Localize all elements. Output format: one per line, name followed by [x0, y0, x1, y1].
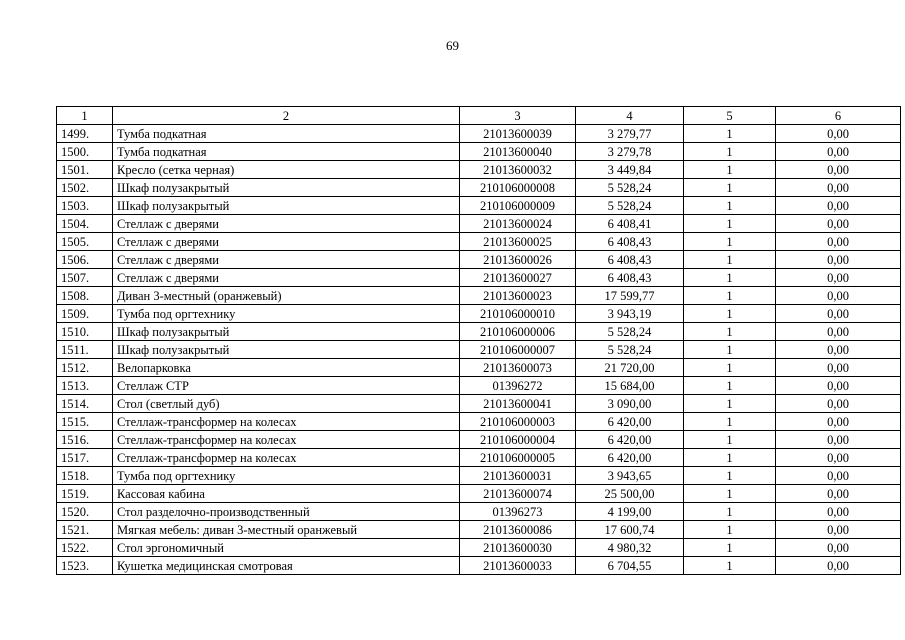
quantity-cell: 1: [684, 449, 776, 467]
residual-value-cell: 0,00: [776, 359, 901, 377]
quantity-cell: 1: [684, 413, 776, 431]
cost-cell: 6 408,41: [576, 215, 684, 233]
quantity-cell: 1: [684, 197, 776, 215]
item-name-cell: Стеллаж СТР: [113, 377, 460, 395]
column-header-3: 3: [460, 107, 576, 125]
item-name-cell: Кассовая кабина: [113, 485, 460, 503]
cost-cell: 3 090,00: [576, 395, 684, 413]
quantity-cell: 1: [684, 359, 776, 377]
column-header-5: 5: [684, 107, 776, 125]
inventory-number-cell: 21013600033: [460, 557, 576, 575]
table-row: [57, 359, 901, 377]
quantity-cell: 1: [684, 539, 776, 557]
inventory-number-cell: 21013600039: [460, 125, 576, 143]
row-number-cell: 1515.: [57, 413, 113, 431]
residual-value-cell: 0,00: [776, 521, 901, 539]
row-number-cell: 1514.: [57, 395, 113, 413]
table-row: [57, 215, 901, 233]
row-number-cell: 1504.: [57, 215, 113, 233]
table-row: [57, 323, 901, 341]
item-name-cell: Стеллаж с дверями: [113, 233, 460, 251]
cost-cell: 3 943,65: [576, 467, 684, 485]
cost-cell: 6 420,00: [576, 413, 684, 431]
table-row: [57, 467, 901, 485]
inventory-number-cell: 21013600073: [460, 359, 576, 377]
inventory-number-cell: 21013600025: [460, 233, 576, 251]
table-body: [57, 125, 901, 575]
cost-cell: 6 408,43: [576, 251, 684, 269]
residual-value-cell: 0,00: [776, 395, 901, 413]
table-row: [57, 539, 901, 557]
inventory-number-cell: 01396273: [460, 503, 576, 521]
table-row: [57, 287, 901, 305]
residual-value-cell: 0,00: [776, 557, 901, 575]
table-header: [57, 107, 901, 125]
item-name-cell: Стеллаж с дверями: [113, 251, 460, 269]
item-name-cell: Стол (светлый дуб): [113, 395, 460, 413]
item-name-cell: Велопарковка: [113, 359, 460, 377]
quantity-cell: 1: [684, 287, 776, 305]
item-name-cell: Тумба под оргтехнику: [113, 305, 460, 323]
inventory-number-cell: 21013600030: [460, 539, 576, 557]
row-number-cell: 1520.: [57, 503, 113, 521]
residual-value-cell: 0,00: [776, 161, 901, 179]
table-row: [57, 269, 901, 287]
residual-value-cell: 0,00: [776, 539, 901, 557]
quantity-cell: 1: [684, 305, 776, 323]
table-row: [57, 143, 901, 161]
table-row: [57, 251, 901, 269]
residual-value-cell: 0,00: [776, 305, 901, 323]
inventory-number-cell: 210106000010: [460, 305, 576, 323]
row-number-cell: 1506.: [57, 251, 113, 269]
item-name-cell: Стеллаж с дверями: [113, 269, 460, 287]
row-number-cell: 1513.: [57, 377, 113, 395]
row-number-cell: 1523.: [57, 557, 113, 575]
residual-value-cell: 0,00: [776, 413, 901, 431]
row-number-cell: 1512.: [57, 359, 113, 377]
cost-cell: 6 704,55: [576, 557, 684, 575]
quantity-cell: 1: [684, 467, 776, 485]
row-number-cell: 1517.: [57, 449, 113, 467]
inventory-table: [56, 106, 901, 575]
row-number-cell: 1507.: [57, 269, 113, 287]
cost-cell: 4 980,32: [576, 539, 684, 557]
residual-value-cell: 0,00: [776, 197, 901, 215]
residual-value-cell: 0,00: [776, 233, 901, 251]
item-name-cell: Стеллаж-трансформер на колесах: [113, 413, 460, 431]
inventory-number-cell: 210106000009: [460, 197, 576, 215]
cost-cell: 15 684,00: [576, 377, 684, 395]
item-name-cell: Стол эргономичный: [113, 539, 460, 557]
item-name-cell: Мягкая мебель: диван 3-местный оранжевый: [113, 521, 460, 539]
item-name-cell: Стол разделочно-производственный: [113, 503, 460, 521]
cost-cell: 5 528,24: [576, 323, 684, 341]
cost-cell: 17 599,77: [576, 287, 684, 305]
quantity-cell: 1: [684, 395, 776, 413]
cost-cell: 21 720,00: [576, 359, 684, 377]
inventory-number-cell: 21013600041: [460, 395, 576, 413]
row-number-cell: 1509.: [57, 305, 113, 323]
table-row: [57, 179, 901, 197]
inventory-number-cell: 21013600040: [460, 143, 576, 161]
residual-value-cell: 0,00: [776, 341, 901, 359]
item-name-cell: Стеллаж с дверями: [113, 215, 460, 233]
table-row: [57, 305, 901, 323]
row-number-cell: 1521.: [57, 521, 113, 539]
row-number-cell: 1503.: [57, 197, 113, 215]
table-row: [57, 431, 901, 449]
table-row: [57, 395, 901, 413]
quantity-cell: 1: [684, 431, 776, 449]
inventory-number-cell: 21013600031: [460, 467, 576, 485]
table-row: [57, 503, 901, 521]
inventory-number-cell: 210106000004: [460, 431, 576, 449]
residual-value-cell: 0,00: [776, 215, 901, 233]
residual-value-cell: 0,00: [776, 143, 901, 161]
inventory-number-cell: 210106000008: [460, 179, 576, 197]
inventory-number-cell: 210106000005: [460, 449, 576, 467]
column-header-6: 6: [776, 107, 901, 125]
item-name-cell: Тумба под оргтехнику: [113, 467, 460, 485]
quantity-cell: 1: [684, 125, 776, 143]
quantity-cell: 1: [684, 269, 776, 287]
cost-cell: 4 199,00: [576, 503, 684, 521]
row-number-cell: 1500.: [57, 143, 113, 161]
row-number-cell: 1522.: [57, 539, 113, 557]
table-row: [57, 377, 901, 395]
table-row: [57, 233, 901, 251]
cost-cell: 6 420,00: [576, 431, 684, 449]
row-number-cell: 1516.: [57, 431, 113, 449]
row-number-cell: 1505.: [57, 233, 113, 251]
table-row: [57, 413, 901, 431]
table-row: [57, 197, 901, 215]
table-row: [57, 449, 901, 467]
cost-cell: 6 420,00: [576, 449, 684, 467]
item-name-cell: Кушетка медицинская смотровая: [113, 557, 460, 575]
cost-cell: 6 408,43: [576, 269, 684, 287]
row-number-cell: 1501.: [57, 161, 113, 179]
cost-cell: 25 500,00: [576, 485, 684, 503]
cost-cell: 6 408,43: [576, 233, 684, 251]
inventory-number-cell: 210106000006: [460, 323, 576, 341]
item-name-cell: Тумба подкатная: [113, 125, 460, 143]
quantity-cell: 1: [684, 323, 776, 341]
row-number-cell: 1518.: [57, 467, 113, 485]
item-name-cell: Шкаф полузакрытый: [113, 197, 460, 215]
residual-value-cell: 0,00: [776, 251, 901, 269]
quantity-cell: 1: [684, 557, 776, 575]
inventory-number-cell: 21013600032: [460, 161, 576, 179]
row-number-cell: 1508.: [57, 287, 113, 305]
residual-value-cell: 0,00: [776, 467, 901, 485]
item-name-cell: Тумба подкатная: [113, 143, 460, 161]
row-number-cell: 1510.: [57, 323, 113, 341]
residual-value-cell: 0,00: [776, 449, 901, 467]
table-row: [57, 557, 901, 575]
cost-cell: 5 528,24: [576, 341, 684, 359]
quantity-cell: 1: [684, 143, 776, 161]
quantity-cell: 1: [684, 161, 776, 179]
cost-cell: 3 449,84: [576, 161, 684, 179]
item-name-cell: Шкаф полузакрытый: [113, 341, 460, 359]
table-row: [57, 125, 901, 143]
quantity-cell: 1: [684, 485, 776, 503]
quantity-cell: 1: [684, 215, 776, 233]
header-row: [57, 107, 901, 125]
residual-value-cell: 0,00: [776, 269, 901, 287]
inventory-number-cell: 21013600023: [460, 287, 576, 305]
residual-value-cell: 0,00: [776, 503, 901, 521]
cost-cell: 3 279,78: [576, 143, 684, 161]
quantity-cell: 1: [684, 521, 776, 539]
inventory-number-cell: 21013600074: [460, 485, 576, 503]
quantity-cell: 1: [684, 251, 776, 269]
cost-cell: 3 279,77: [576, 125, 684, 143]
inventory-number-cell: 21013600027: [460, 269, 576, 287]
table-row: [57, 341, 901, 359]
row-number-cell: 1519.: [57, 485, 113, 503]
column-header-4: 4: [576, 107, 684, 125]
residual-value-cell: 0,00: [776, 431, 901, 449]
table-row: [57, 521, 901, 539]
item-name-cell: Стеллаж-трансформер на колесах: [113, 449, 460, 467]
residual-value-cell: 0,00: [776, 323, 901, 341]
item-name-cell: Кресло (сетка черная): [113, 161, 460, 179]
column-header-2: 2: [113, 107, 460, 125]
cost-cell: 5 528,24: [576, 179, 684, 197]
inventory-number-cell: 01396272: [460, 377, 576, 395]
row-number-cell: 1502.: [57, 179, 113, 197]
table-row: [57, 161, 901, 179]
inventory-number-cell: 21013600086: [460, 521, 576, 539]
quantity-cell: 1: [684, 503, 776, 521]
cost-cell: 5 528,24: [576, 197, 684, 215]
row-number-cell: 1511.: [57, 341, 113, 359]
inventory-number-cell: 21013600024: [460, 215, 576, 233]
page-number: 69: [446, 38, 459, 53]
quantity-cell: 1: [684, 233, 776, 251]
table-row: [57, 485, 901, 503]
item-name-cell: Шкаф полузакрытый: [113, 323, 460, 341]
quantity-cell: 1: [684, 341, 776, 359]
residual-value-cell: 0,00: [776, 125, 901, 143]
residual-value-cell: 0,00: [776, 485, 901, 503]
inventory-number-cell: 21013600026: [460, 251, 576, 269]
cost-cell: 17 600,74: [576, 521, 684, 539]
row-number-cell: 1499.: [57, 125, 113, 143]
cost-cell: 3 943,19: [576, 305, 684, 323]
item-name-cell: Диван 3-местный (оранжевый): [113, 287, 460, 305]
item-name-cell: Стеллаж-трансформер на колесах: [113, 431, 460, 449]
quantity-cell: 1: [684, 377, 776, 395]
item-name-cell: Шкаф полузакрытый: [113, 179, 460, 197]
inventory-number-cell: 210106000007: [460, 341, 576, 359]
residual-value-cell: 0,00: [776, 287, 901, 305]
inventory-number-cell: 210106000003: [460, 413, 576, 431]
quantity-cell: 1: [684, 179, 776, 197]
residual-value-cell: 0,00: [776, 377, 901, 395]
residual-value-cell: 0,00: [776, 179, 901, 197]
column-header-1: 1: [57, 107, 113, 125]
